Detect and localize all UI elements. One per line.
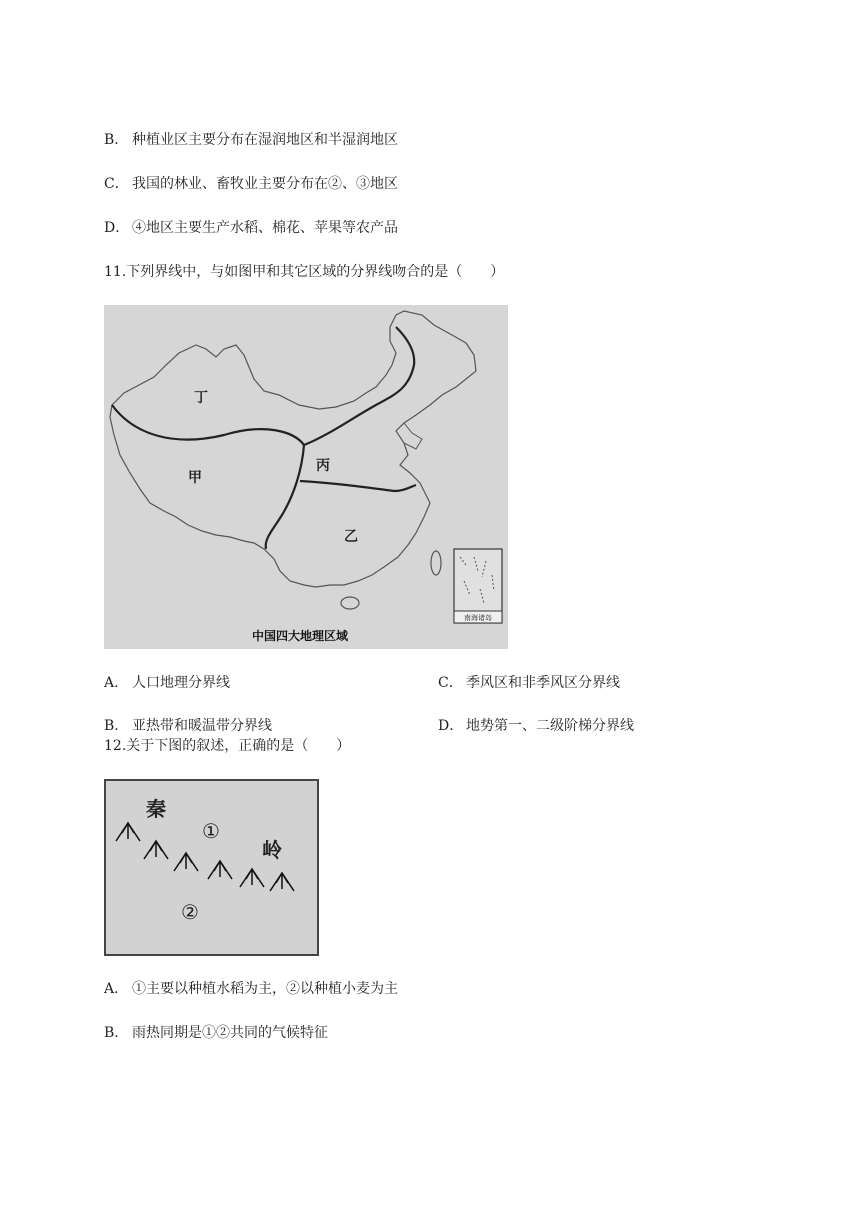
q11-option-c: C． 季风区和非季风区分界线 <box>438 675 620 691</box>
region-1-label: ① <box>202 819 220 843</box>
qinling-figure <box>104 779 319 956</box>
region-label-ding: 丁 <box>194 390 208 406</box>
region-label-jia: 甲 <box>188 470 202 486</box>
q11-option-a: A． 人口地理分界线 <box>104 675 230 691</box>
qin-label: 秦 <box>146 797 166 821</box>
q10-option-d: D． ④地区主要生产水稻、棉花、苹果等农产品 <box>104 220 398 236</box>
q10-option-b: B． 种植业区主要分布在湿润地区和半湿润地区 <box>104 132 398 148</box>
q12-stem: 12.关于下图的叙述，正确的是（ ） <box>104 738 351 754</box>
ling-label: 岭 <box>262 838 282 862</box>
map-caption: 中国四大地理区域 <box>251 629 349 643</box>
q12-option-a: A． ①主要以种植水稻为主，②以种植小麦为主 <box>104 981 398 997</box>
china-map-svg <box>104 305 508 649</box>
map-background <box>104 305 508 649</box>
region-2-label: ② <box>181 900 199 924</box>
q10-option-c: C． 我国的林业、畜牧业主要分布在②、③地区 <box>104 176 398 192</box>
region-label-yi: 乙 <box>344 529 358 545</box>
inset-label: 南海诸岛 <box>464 614 492 622</box>
q11-option-d: D． 地势第一、二级阶梯分界线 <box>438 718 634 734</box>
region-label-bing: 丙 <box>316 458 330 474</box>
china-regions-map <box>104 305 508 649</box>
qinling-svg <box>104 779 319 956</box>
figure-frame <box>105 780 318 955</box>
q12-option-b: B． 雨热同期是①②共同的气候特征 <box>104 1025 328 1041</box>
q11-option-b: B． 亚热带和暖温带分界线 <box>104 718 272 734</box>
q11-stem: 11.下列界线中，与如图甲和其它区域的分界线吻合的是（ ） <box>104 264 505 280</box>
